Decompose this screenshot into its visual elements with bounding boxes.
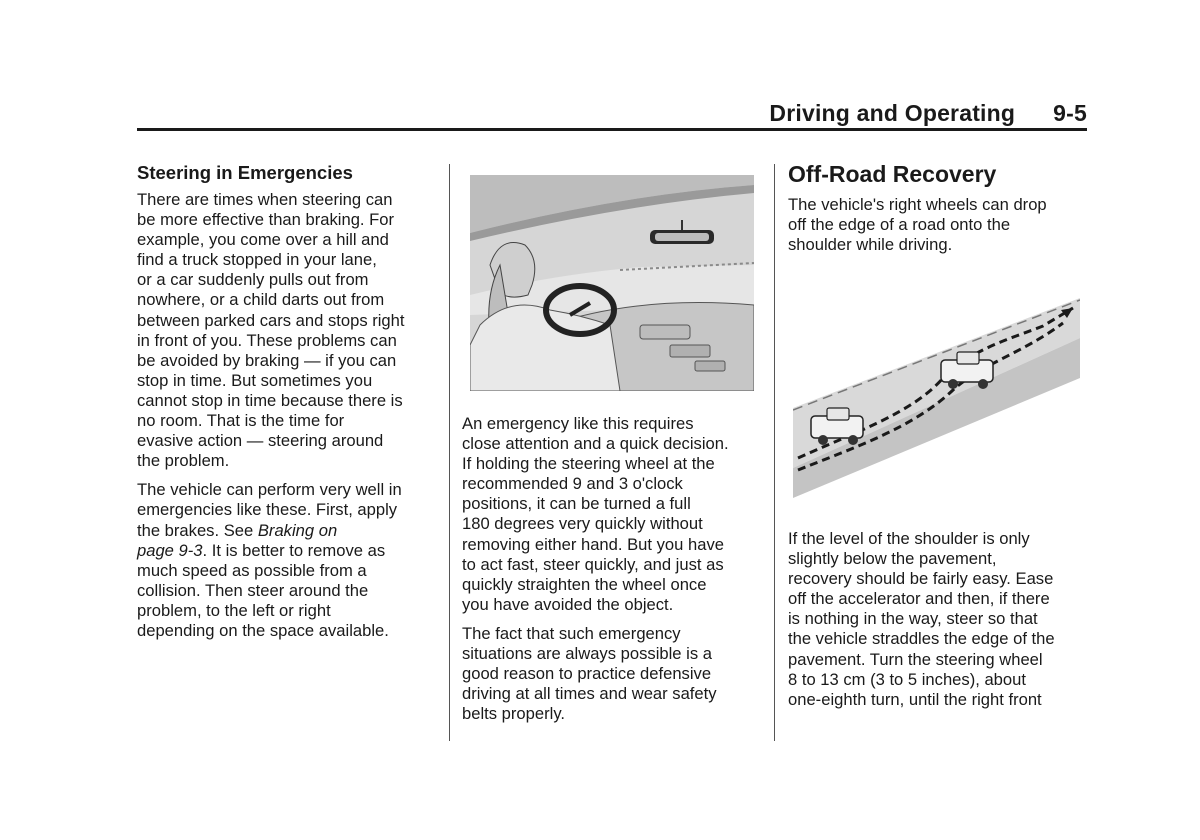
page-header — [137, 100, 1087, 128]
section-heading-steering: Steering in Emergencies — [137, 162, 353, 183]
section-heading-offroad: Off-Road Recovery — [788, 161, 997, 187]
paragraph-steering-2 — [137, 480, 437, 641]
column-middle — [462, 414, 762, 733]
header-rule — [137, 128, 1087, 131]
column-right — [788, 160, 1088, 264]
section-title: Driving and Operating — [769, 100, 1016, 126]
offroad-recovery-illustration — [793, 298, 1080, 498]
cross-reference-link[interactable]: Braking on page 9-3 — [137, 520, 338, 560]
column-left — [137, 160, 437, 650]
column-divider-left — [449, 164, 450, 741]
header-text — [769, 100, 1087, 127]
paragraph-offroad-2: If the level of the shoulder is only slightly below the pavement, recovery should be fairly easy. Ease off the accelerator and then, if there is nothing in the way, steer so that the vehicle straddles the edge of the pavement. Turn the steering wheel 8 to 13 cm (3 to 5 inches), about one-eighth turn, until the right front — [788, 529, 1055, 709]
paragraph-emergency-2: The fact that such emergency situations are always possible is a good reason to practice defensive driving at all times and wear safety belts properly. — [462, 623, 717, 724]
paragraph-emergency-1: An emergency like this requires close attention and a quick decision. If holding the steering wheel at the recommended 9 and 3 o'clock positions, it can be turned a full 180 degrees very quickly without removing either hand. But you have to act fast, steer quickly, and just as quickly straighten the wheel once you have avoided the object. — [462, 414, 729, 614]
driver-steering-illustration — [470, 175, 754, 391]
paragraph-text: . It is better to remove as much speed as possible from a collision. Then steer around the problem, to the left or right depending on the space available. — [137, 540, 389, 640]
column-divider-right — [774, 164, 775, 741]
column-right-continued — [788, 529, 1088, 719]
paragraph-offroad-1: The vehicle's right wheels can drop off the edge of a road onto the shoulder while driving. — [788, 195, 1047, 255]
paragraph-text: The vehicle can perform very well in emergencies like these. First, apply the brakes. See — [137, 480, 402, 540]
page-number: 9-5 — [1053, 100, 1087, 126]
paragraph-steering-1: There are times when steering can be more effective than braking. For example, you come over a hill and find a truck stopped in your lane, or a car suddenly pulls out from nowhere, or a child darts out from between parked cars and stops right in front of you. These problems can be avoided by braking — if you can stop in time. But sometimes you cannot stop in time because there is no room. That is the time for evasive action — steering around the problem. — [137, 190, 405, 471]
